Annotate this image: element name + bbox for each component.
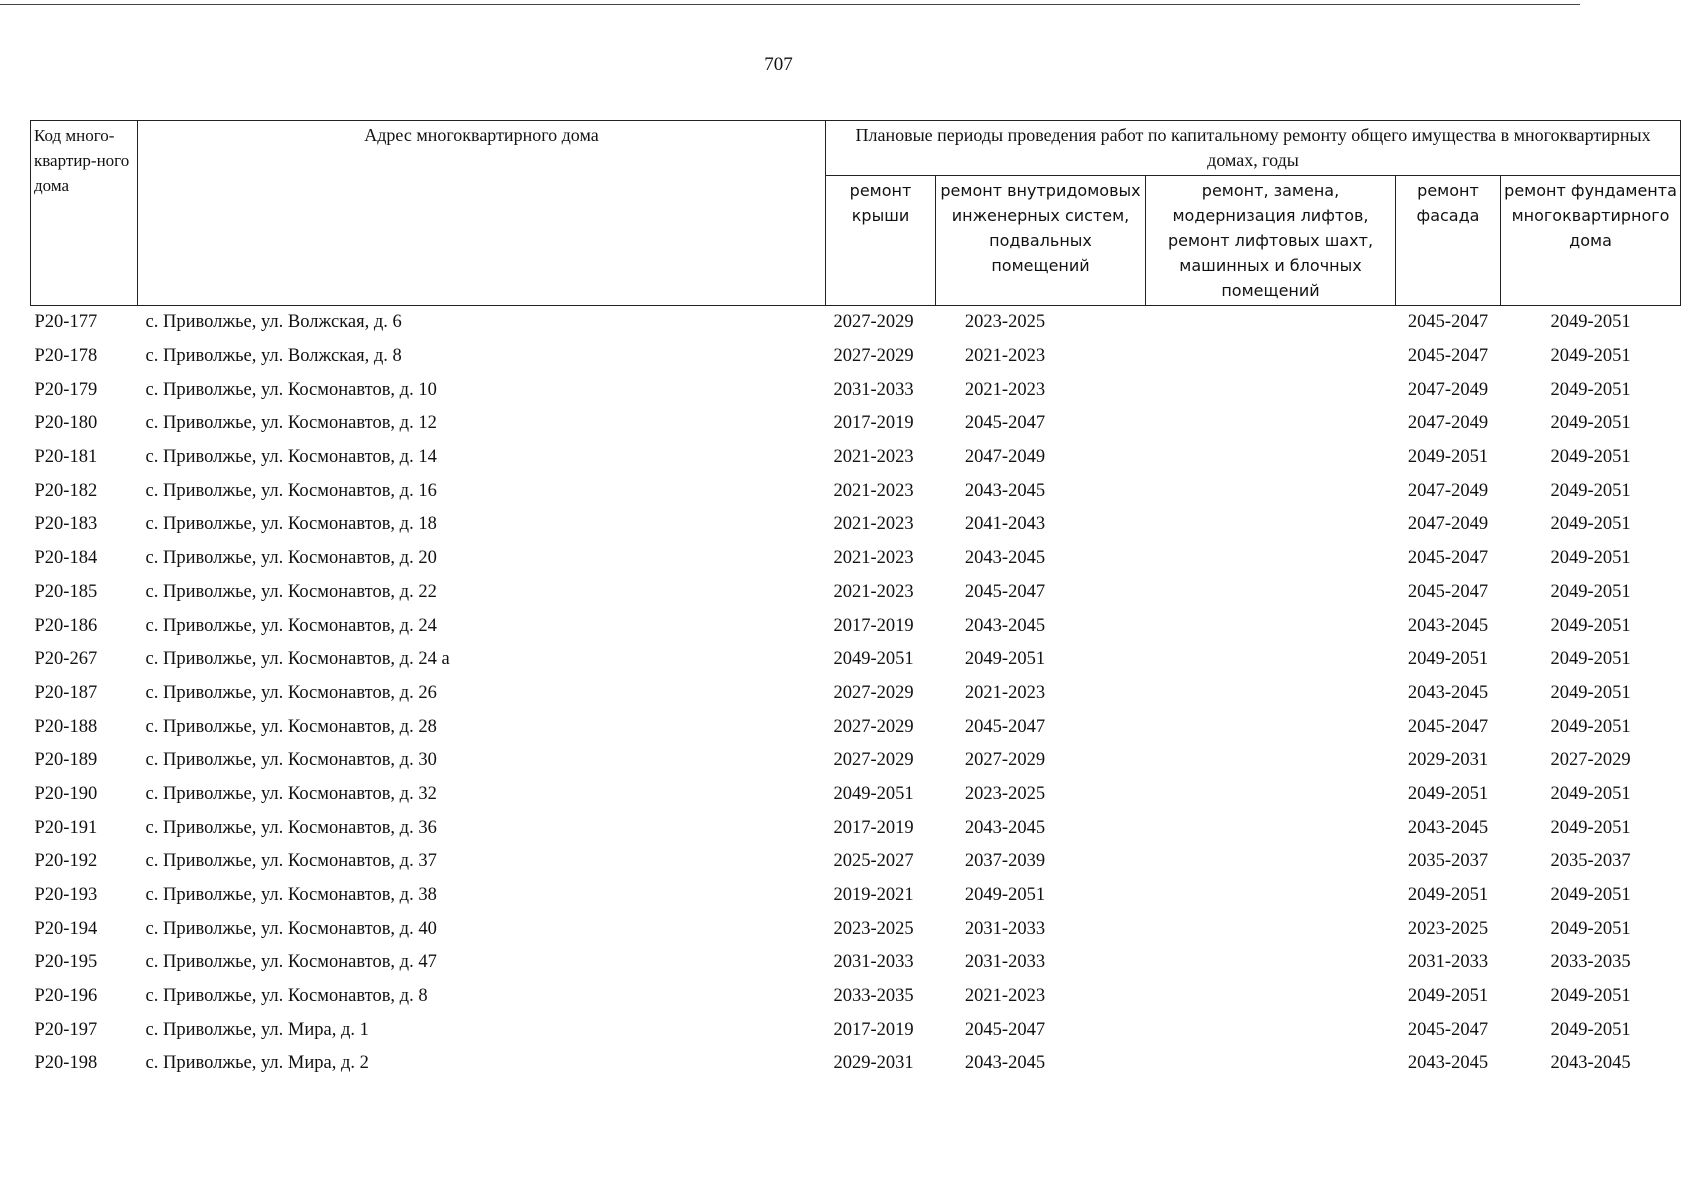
cell-lifts xyxy=(1146,306,1396,340)
cell-engineering: 2045-2047 xyxy=(964,413,1046,434)
table-row xyxy=(31,744,1681,778)
cell-lifts xyxy=(1146,710,1396,744)
table-row xyxy=(31,811,1681,845)
cell-address: с. Приволжье, ул. Космонавтов, д. 30 xyxy=(145,750,437,771)
cell-lifts xyxy=(1146,811,1396,845)
cell-code: Р20-178 xyxy=(34,346,98,367)
cell-code: Р20-192 xyxy=(34,851,98,872)
cell-code: Р20-195 xyxy=(34,952,98,973)
cell-engineering: 2043-2045 xyxy=(964,480,1046,501)
cell-roof: 2019-2021 xyxy=(833,885,914,906)
cell-address: с. Приволжье, ул. Космонавтов, д. 20 xyxy=(145,548,437,569)
table-header xyxy=(31,121,1681,306)
cell-address: с. Приволжье, ул. Волжская, д. 8 xyxy=(145,346,402,367)
cell-foundation: 2043-2045 xyxy=(1550,1053,1631,1074)
cell-address: с. Приволжье, ул. Волжская, д. 6 xyxy=(145,312,402,333)
cell-facade: 2047-2049 xyxy=(1407,514,1489,535)
cell-roof: 2031-2033 xyxy=(833,952,914,973)
table-row xyxy=(31,542,1681,576)
cell-lifts xyxy=(1146,373,1396,407)
cell-code: Р20-188 xyxy=(34,716,98,737)
page-number-text: 707 xyxy=(764,54,793,75)
cell-roof: 2027-2029 xyxy=(833,346,914,367)
table-row xyxy=(31,306,1681,340)
cell-lifts xyxy=(1146,946,1396,980)
cell-facade: 2023-2025 xyxy=(1407,918,1489,939)
cell-code: Р20-183 xyxy=(34,514,98,535)
cell-foundation: 2049-2051 xyxy=(1550,649,1631,670)
cell-address: с. Приволжье, ул. Космонавтов, д. 32 xyxy=(145,783,437,804)
table-row xyxy=(31,946,1681,980)
cell-roof: 2017-2019 xyxy=(833,1019,914,1040)
cell-lifts xyxy=(1146,980,1396,1014)
table-row xyxy=(31,1047,1681,1081)
cell-foundation: 2049-2051 xyxy=(1550,615,1631,636)
cell-address: с. Приволжье, ул. Мира, д. 2 xyxy=(145,1053,369,1074)
cell-engineering: 2045-2047 xyxy=(964,716,1046,737)
cell-foundation: 2049-2051 xyxy=(1550,783,1631,804)
cell-code: Р20-191 xyxy=(34,817,98,838)
cell-facade: 2045-2047 xyxy=(1407,581,1489,602)
cell-code: Р20-197 xyxy=(34,1019,98,1040)
cell-engineering: 2023-2025 xyxy=(964,312,1046,333)
header-facade: ремонт фасада xyxy=(1396,176,1501,306)
cell-code: Р20-181 xyxy=(34,447,98,468)
cell-roof: 2021-2023 xyxy=(833,581,914,602)
cell-engineering: 2049-2051 xyxy=(964,649,1046,670)
cell-roof: 2021-2023 xyxy=(833,548,914,569)
cell-lifts xyxy=(1146,845,1396,879)
cell-roof: 2049-2051 xyxy=(833,783,914,804)
cell-roof: 2033-2035 xyxy=(833,986,914,1007)
cell-address: с. Приволжье, ул. Космонавтов, д. 22 xyxy=(145,581,437,602)
cell-lifts xyxy=(1146,508,1396,542)
cell-facade: 2045-2047 xyxy=(1407,346,1489,367)
cell-roof: 2023-2025 xyxy=(833,918,914,939)
cell-foundation: 2049-2051 xyxy=(1550,986,1631,1007)
table-row xyxy=(31,407,1681,441)
cell-roof: 2021-2023 xyxy=(833,447,914,468)
table-row xyxy=(31,912,1681,946)
cell-code: Р20-189 xyxy=(34,750,98,771)
cell-roof: 2017-2019 xyxy=(833,413,914,434)
cell-code: Р20-267 xyxy=(34,649,98,670)
cell-lifts xyxy=(1146,912,1396,946)
cell-roof: 2025-2027 xyxy=(833,851,914,872)
cell-code: Р20-194 xyxy=(34,918,98,939)
cell-foundation: 2049-2051 xyxy=(1550,885,1631,906)
cell-lifts xyxy=(1146,441,1396,475)
page-number xyxy=(0,54,1707,76)
header-foundation: ремонт фундамента многоквартирного дома xyxy=(1501,176,1681,306)
cell-lifts xyxy=(1146,744,1396,778)
cell-engineering: 2027-2029 xyxy=(964,750,1046,771)
cell-lifts xyxy=(1146,576,1396,610)
cell-engineering: 2037-2039 xyxy=(964,851,1046,872)
cell-roof: 2027-2029 xyxy=(833,312,914,333)
table-row xyxy=(31,576,1681,610)
cell-facade: 2047-2049 xyxy=(1407,413,1489,434)
cell-facade: 2045-2047 xyxy=(1407,1019,1489,1040)
cell-engineering: 2021-2023 xyxy=(964,346,1046,367)
cell-foundation: 2049-2051 xyxy=(1550,447,1631,468)
cell-address: с. Приволжье, ул. Космонавтов, д. 37 xyxy=(145,851,437,872)
cell-engineering: 2031-2033 xyxy=(964,918,1046,939)
cell-engineering: 2045-2047 xyxy=(964,581,1046,602)
cell-facade: 2049-2051 xyxy=(1407,885,1489,906)
cell-address: с. Приволжье, ул. Космонавтов, д. 14 xyxy=(145,447,437,468)
cell-foundation: 2049-2051 xyxy=(1550,379,1631,400)
cell-foundation: 2049-2051 xyxy=(1550,581,1631,602)
table-row xyxy=(31,373,1681,407)
cell-roof: 2029-2031 xyxy=(833,1053,914,1074)
cell-roof: 2049-2051 xyxy=(833,649,914,670)
table-row xyxy=(31,441,1681,475)
cell-engineering: 2049-2051 xyxy=(964,885,1046,906)
cell-roof: 2021-2023 xyxy=(833,514,914,535)
cell-foundation: 2033-2035 xyxy=(1550,952,1631,973)
table-row xyxy=(31,643,1681,677)
cell-lifts xyxy=(1146,340,1396,374)
cell-engineering: 2043-2045 xyxy=(964,548,1046,569)
cell-lifts xyxy=(1146,609,1396,643)
cell-facade: 2049-2051 xyxy=(1407,447,1489,468)
cell-roof: 2021-2023 xyxy=(833,480,914,501)
cell-code: Р20-177 xyxy=(34,312,98,333)
cell-lifts xyxy=(1146,677,1396,711)
table-row xyxy=(31,1013,1681,1047)
header-address: Адрес многоквартирного дома xyxy=(138,121,826,306)
table-row xyxy=(31,980,1681,1014)
cell-code: Р20-179 xyxy=(34,379,98,400)
cell-facade: 2043-2045 xyxy=(1407,615,1489,636)
cell-engineering: 2041-2043 xyxy=(964,514,1046,535)
cell-address: с. Приволжье, ул. Космонавтов, д. 16 xyxy=(145,480,437,501)
cell-lifts xyxy=(1146,474,1396,508)
capital-repair-schedule-table xyxy=(30,120,1681,1081)
cell-lifts xyxy=(1146,778,1396,812)
cell-foundation: 2049-2051 xyxy=(1550,346,1631,367)
cell-foundation: 2049-2051 xyxy=(1550,480,1631,501)
cell-engineering: 2047-2049 xyxy=(964,447,1046,468)
cell-lifts xyxy=(1146,643,1396,677)
header-roof: ремонт крыши xyxy=(826,176,936,306)
cell-engineering: 2021-2023 xyxy=(964,986,1046,1007)
cell-address: с. Приволжье, ул. Космонавтов, д. 12 xyxy=(145,413,437,434)
table-body xyxy=(31,306,1681,1081)
top-rule xyxy=(0,4,1580,5)
header-code: Код много-квартир-ного дома xyxy=(31,121,138,306)
table-row xyxy=(31,508,1681,542)
cell-engineering: 2023-2025 xyxy=(964,783,1046,804)
cell-address: с. Приволжье, ул. Космонавтов, д. 47 xyxy=(145,952,437,973)
cell-address: с. Приволжье, ул. Космонавтов, д. 28 xyxy=(145,716,437,737)
cell-address: с. Приволжье, ул. Космонавтов, д. 24 а xyxy=(145,649,450,670)
cell-code: Р20-193 xyxy=(34,885,98,906)
cell-code: Р20-187 xyxy=(34,682,98,703)
cell-facade: 2049-2051 xyxy=(1407,649,1489,670)
cell-code: Р20-185 xyxy=(34,581,98,602)
cell-engineering: 2043-2045 xyxy=(964,817,1046,838)
cell-address: с. Приволжье, ул. Мира, д. 1 xyxy=(145,1019,369,1040)
cell-roof: 2031-2033 xyxy=(833,379,914,400)
cell-foundation: 2049-2051 xyxy=(1550,716,1631,737)
cell-foundation: 2035-2037 xyxy=(1550,851,1631,872)
table-row xyxy=(31,474,1681,508)
cell-facade: 2043-2045 xyxy=(1407,682,1489,703)
cell-foundation: 2049-2051 xyxy=(1550,918,1631,939)
cell-foundation: 2049-2051 xyxy=(1550,413,1631,434)
cell-engineering: 2043-2045 xyxy=(964,615,1046,636)
table-row xyxy=(31,710,1681,744)
header-engineering: ремонт внутридомовых инженерных систем, подвальных помещений xyxy=(936,176,1146,306)
cell-address: с. Приволжье, ул. Космонавтов, д. 36 xyxy=(145,817,437,838)
cell-lifts xyxy=(1146,1047,1396,1081)
cell-foundation: 2049-2051 xyxy=(1550,548,1631,569)
cell-engineering: 2021-2023 xyxy=(964,379,1046,400)
cell-roof: 2027-2029 xyxy=(833,716,914,737)
header-lifts: ремонт, замена, модернизация лифтов, ремонт лифтовых шахт, машинных и блочных помещений xyxy=(1146,176,1396,306)
cell-facade: 2035-2037 xyxy=(1407,851,1489,872)
cell-address: с. Приволжье, ул. Космонавтов, д. 24 xyxy=(145,615,437,636)
cell-foundation: 2027-2029 xyxy=(1550,750,1631,771)
cell-address: с. Приволжье, ул. Космонавтов, д. 8 xyxy=(145,986,428,1007)
cell-roof: 2027-2029 xyxy=(833,682,914,703)
cell-facade: 2043-2045 xyxy=(1407,817,1489,838)
cell-address: с. Приволжье, ул. Космонавтов, д. 26 xyxy=(145,682,437,703)
cell-lifts xyxy=(1146,407,1396,441)
table-row xyxy=(31,609,1681,643)
cell-facade: 2049-2051 xyxy=(1407,783,1489,804)
cell-address: с. Приволжье, ул. Космонавтов, д. 18 xyxy=(145,514,437,535)
cell-roof: 2017-2019 xyxy=(833,615,914,636)
cell-facade: 2045-2047 xyxy=(1407,548,1489,569)
cell-foundation: 2049-2051 xyxy=(1550,312,1631,333)
cell-code: Р20-180 xyxy=(34,413,98,434)
cell-roof: 2017-2019 xyxy=(833,817,914,838)
table-row xyxy=(31,879,1681,913)
cell-roof: 2027-2029 xyxy=(833,750,914,771)
table-row xyxy=(31,845,1681,879)
cell-engineering: 2021-2023 xyxy=(964,682,1046,703)
cell-address: с. Приволжье, ул. Космонавтов, д. 40 xyxy=(145,918,437,939)
cell-facade: 2047-2049 xyxy=(1407,379,1489,400)
cell-facade: 2043-2045 xyxy=(1407,1053,1489,1074)
cell-address: с. Приволжье, ул. Космонавтов, д. 38 xyxy=(145,885,437,906)
cell-facade: 2049-2051 xyxy=(1407,986,1489,1007)
cell-engineering: 2043-2045 xyxy=(964,1053,1046,1074)
cell-lifts xyxy=(1146,542,1396,576)
cell-code: Р20-182 xyxy=(34,480,98,501)
cell-address: с. Приволжье, ул. Космонавтов, д. 10 xyxy=(145,379,437,400)
cell-facade: 2045-2047 xyxy=(1407,716,1489,737)
cell-foundation: 2049-2051 xyxy=(1550,682,1631,703)
cell-code: Р20-190 xyxy=(34,783,98,804)
cell-code: Р20-186 xyxy=(34,615,98,636)
cell-code: Р20-196 xyxy=(34,986,98,1007)
cell-lifts xyxy=(1146,1013,1396,1047)
header-planned-periods: Плановые периоды проведения работ по капитальному ремонту общего имущества в многоквартирных домах, годы xyxy=(826,121,1681,176)
cell-engineering: 2031-2033 xyxy=(964,952,1046,973)
cell-facade: 2031-2033 xyxy=(1407,952,1489,973)
cell-facade: 2047-2049 xyxy=(1407,480,1489,501)
table-row xyxy=(31,340,1681,374)
cell-code: Р20-184 xyxy=(34,548,98,569)
table-row xyxy=(31,677,1681,711)
cell-code: Р20-198 xyxy=(34,1053,98,1074)
cell-facade: 2045-2047 xyxy=(1407,312,1489,333)
cell-engineering: 2045-2047 xyxy=(964,1019,1046,1040)
cell-foundation: 2049-2051 xyxy=(1550,1019,1631,1040)
cell-foundation: 2049-2051 xyxy=(1550,514,1631,535)
table-row xyxy=(31,778,1681,812)
cell-facade: 2029-2031 xyxy=(1407,750,1489,771)
cell-foundation: 2049-2051 xyxy=(1550,817,1631,838)
cell-lifts xyxy=(1146,879,1396,913)
